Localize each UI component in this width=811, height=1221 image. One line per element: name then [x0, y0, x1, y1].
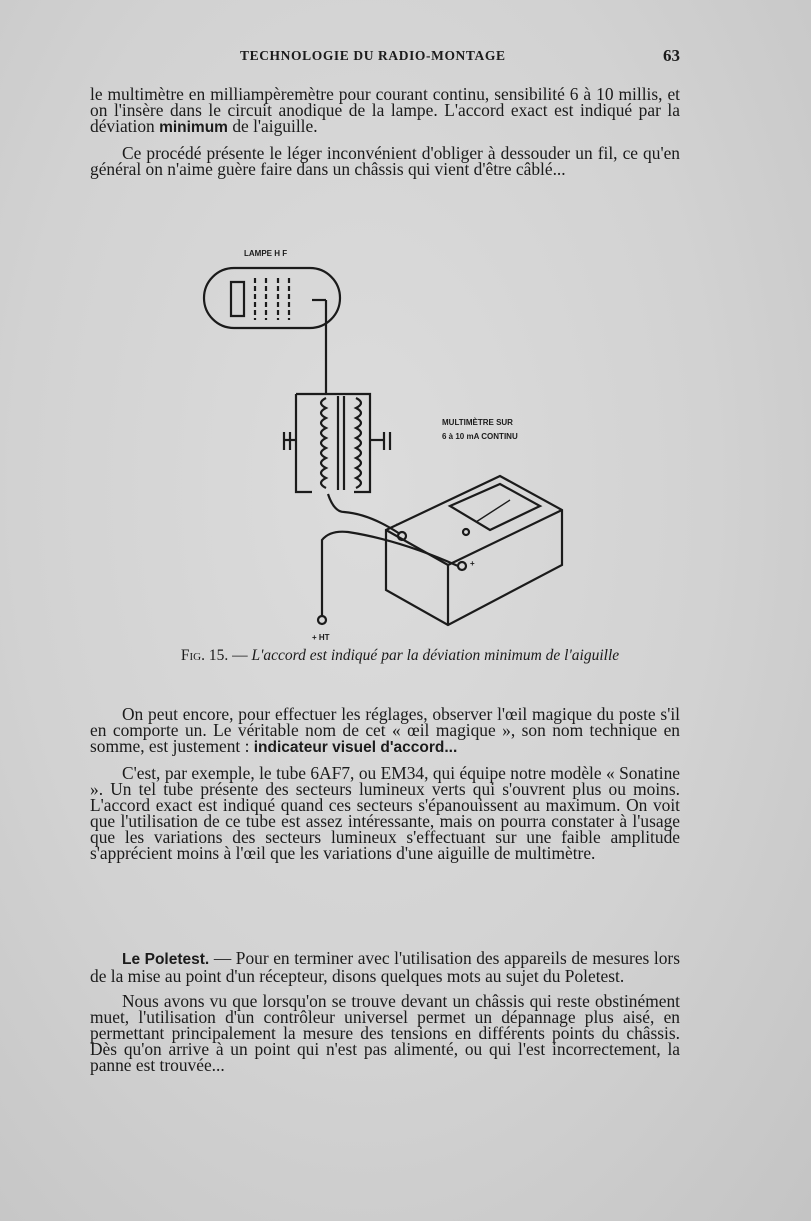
- running-title: TECHNOLOGIE DU RADIO-MONTAGE: [240, 48, 506, 63]
- figure-caption: [140, 648, 660, 664]
- page-number: 63: [663, 46, 680, 65]
- multimeter-needle: [476, 500, 510, 522]
- paragraph-procede: Ce procédé présente le léger inconvénient d'obliger à dessouder un fil, ce qu'en général on n'aime guère faire dans un châssis qui vient d'être câblé...: [90, 143, 680, 179]
- secondary-coil: [356, 398, 361, 488]
- paragraph-oeil-magique: On peut encore, pour effectuer les réglages, observer l'œil magique du poste s'il en comporte un. Le véritable nom de cet « œil magique », son nom technique en somme, est justement : indicateur visuel d'accord...: [90, 704, 680, 756]
- text-block-bottom: [90, 950, 680, 1082]
- ht-label: + HT: [312, 633, 330, 642]
- emphasis-indicateur: indicateur visuel d'accord...: [253, 739, 458, 756]
- ht-terminal: [318, 616, 326, 624]
- primary-coil: [321, 398, 326, 488]
- meter-label-line1: MULTIMÈTRE SUR: [442, 418, 513, 427]
- paragraph-tube-6af7: C'est, par exemple, le tube 6AF7, ou EM34, qui équipe notre modèle « Sonatine ». Un tel tube présente des secteurs lumineux verts qui s'ouvrent plus ou moins. L'accord exact est indiqué quand ces secteurs s'épanouissent au maximum. On voit que l'utilisation de ce tube est assez intéressante, mais on pourra constater à l'usage que les variations des secteurs lumineux s'effectuant sur une faible amplitude s'apprécient moins à l'œil que les variations d'une aiguille de multimètre.: [90, 763, 680, 863]
- paragraph-multimetre: le multimètre en milliampèremètre pour courant continu, sensibilité 6 à 10 millis, et on l'insère dans le circuit anodique de la lampe. L'accord exact est indiqué par la déviation minimum de l'aiguille.: [90, 84, 680, 136]
- terminal-pos-label: +: [470, 559, 475, 568]
- lead-wire-negative: [328, 494, 400, 534]
- multimeter-knob: [463, 529, 469, 535]
- caption-text: L'accord est indiqué par la déviation minimum de l'aiguille: [251, 647, 620, 664]
- tube-label: LAMPE H F: [244, 249, 288, 258]
- lead-wire-positive: [322, 532, 458, 616]
- text-block-middle: [90, 706, 680, 870]
- tube-envelope: [204, 268, 340, 328]
- terminal-positive: [458, 562, 466, 570]
- terminal-neg-label: -: [396, 519, 399, 528]
- meter-label-line2: 6 à 10 mA CONTINU: [442, 432, 518, 441]
- heading-poletest: Le Poletest.: [122, 951, 210, 968]
- caption-dash: —: [232, 647, 248, 664]
- tube-cathode: [231, 282, 244, 316]
- paragraph-poletest: Le Poletest. — Pour en terminer avec l'utilisation des appareils de mesures lors de la mise au point d'un récepteur, disons quelques mots au sujet du Poletest.: [90, 948, 680, 986]
- emphasis-minimum: minimum: [159, 119, 228, 136]
- multimeter-body: [386, 476, 562, 625]
- paragraph-chassis-muet: Nous avons vu que lorsqu'on se trouve devant un châssis qui reste obstinément muet, l'utilisation d'un contrôleur universel permet un dépannage plus aisé, en permettant principalement la mesure des tensions en différents points du châssis. Dès qu'on arrive à un point qui n'est pas alimenté, ou qui l'est incorrectement, la panne est trouvée...: [90, 991, 680, 1075]
- caption-label: Fig. 15.: [180, 647, 229, 664]
